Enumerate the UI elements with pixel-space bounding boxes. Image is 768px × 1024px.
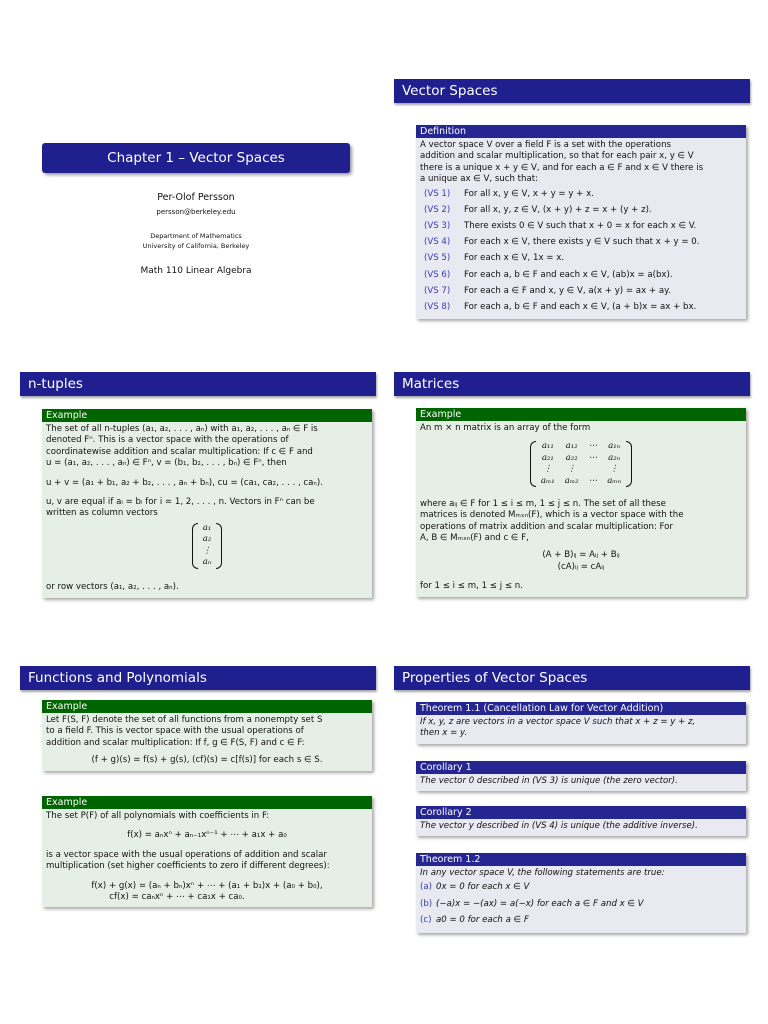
block-title: Theorem 1.2 [416, 853, 746, 866]
frame-title: Matrices [394, 372, 750, 396]
frame-title: Properties of Vector Spaces [394, 666, 750, 690]
text-line: written as column vectors [46, 508, 158, 519]
text-line: addition and scalar multiplication: If f, g ∈ F(S, F) and c ∈ F: [46, 737, 305, 748]
block-title: Definition [416, 125, 746, 138]
text-line: An m × n matrix is an array of the form [420, 423, 591, 433]
theorem-block [416, 853, 746, 933]
properties-slide [394, 666, 750, 926]
axiom: (VS 6) For each a, b ∈ F and each x ∈ V, (ab)x = a(bx). [424, 269, 673, 280]
email: persson@berkeley.edu [156, 208, 236, 216]
text-line: The vector 0 described in (VS 3) is unique (the zero vector). [420, 776, 678, 786]
equation: f(x) = aₙxⁿ + aₙ₋₁xⁿ⁻¹ + ⋯ + a₁x + a₀ [127, 830, 287, 841]
text-line: for 1 ≤ i ≤ m, 1 ≤ j ≤ n. [420, 581, 523, 592]
frame-title: n-tuples [20, 372, 376, 396]
course: Math 110 Linear Algebra [140, 266, 252, 276]
equation: u + v = (a₁ + b₁, a₂ + b₂, . . . , aₙ + bₙ), cu = (ca₁, ca₂, . . . , caₙ). [46, 477, 323, 488]
matrices-slide [394, 372, 750, 592]
block-title: Corollary 1 [416, 761, 746, 774]
university: University of California, Berkeley [142, 242, 250, 250]
text-line: In any vector space V, the following statements are true: [420, 868, 665, 878]
text-line: or row vectors (a₁, a₂, . . . , aₙ). [46, 582, 179, 593]
block-title: Example [42, 796, 372, 809]
block-title: Corollary 2 [416, 806, 746, 819]
text-line: A, B ∈ Mₘₓₙ(F) and c ∈ F, [420, 533, 529, 544]
theorem-item: (c) a0 = 0 for each a ∈ F [420, 915, 529, 926]
block-title: Theorem 1.1 (Cancellation Law for Vector Addition) [416, 702, 746, 715]
text-line: is a vector space with the usual operations of addition and scalar [46, 849, 327, 860]
text-line: where aᵢⱼ ∈ F for 1 ≤ i ≤ m, 1 ≤ j ≤ n. The set of all these [420, 498, 666, 509]
def-line: a unique ax ∈ V, such that: [420, 174, 539, 185]
frame-title: Vector Spaces [394, 79, 750, 103]
text-line: Let F(S, F) denote the set of all functions from a nonempty set S [46, 715, 323, 725]
vector-spaces-slide [394, 79, 750, 313]
equation: (A + B)ᵢⱼ = Aᵢⱼ + Bᵢⱼ [542, 550, 620, 561]
equation: (f + g)(s) = f(s) + g(s), (cf)(s) = c[f(s)] for each s ∈ S. [91, 755, 323, 766]
text-line: coordinatewise addition and scalar multiplication: If c ∈ F and [46, 446, 313, 457]
axiom: (VS 1) For all x, y ∈ V, x + y = y + x. [424, 188, 594, 199]
definition-block [416, 125, 746, 319]
axiom: (VS 2) For all x, y, z ∈ V, (x + y) + z = x + (y + z). [424, 204, 652, 215]
axiom: (VS 3) There exists 0 ∈ V such that x + 0 = x for each x ∈ V. [424, 221, 697, 232]
example-block [42, 700, 372, 771]
def-line: there is a unique x + y ∈ V, and for each a ∈ F and x ∈ V there is [420, 162, 704, 173]
def-line: addition and scalar multiplication, so that for each pair x, y ∈ V [420, 151, 694, 162]
corollary-block [416, 806, 746, 836]
text-line: u = (a₁, a₂, . . . , aₙ) ∈ Fⁿ, v = (b₁, b₂, . . . , bₙ) ∈ Fⁿ, then [46, 458, 287, 469]
author: Per-Olof Persson [157, 192, 235, 203]
text-line: If x, y, z are vectors in a vector space V such that x + z = y + z, [420, 717, 696, 727]
block-title: Example [42, 700, 372, 713]
column-vector: a₁ a₂ ⋮ aₙ [46, 520, 368, 576]
axiom: (VS 4) For each x ∈ V, there exists y ∈ V such that x + y = 0. [424, 237, 700, 248]
example-block [42, 409, 372, 598]
theorem-item: (a) 0x = 0 for each x ∈ V [420, 882, 530, 893]
example-block [42, 796, 372, 907]
functions-slide [20, 666, 376, 903]
text-line: The set of all n-tuples (a₁, a₂, . . . , aₙ) with a₁, a₂, . . . , aₙ ∈ F is [46, 424, 318, 434]
text-line: operations of matrix addition and scalar multiplication: For [420, 521, 673, 532]
equation: (cA)ᵢⱼ = cAᵢⱼ [557, 561, 605, 572]
text-line: to a field F. This is vector space with the usual operations of [46, 726, 304, 737]
axiom: (VS 7) For each a ∈ F and x, y ∈ V, a(x + y) = ax + ay. [424, 285, 671, 296]
block-title: Example [416, 408, 746, 421]
equation: f(x) + g(x) = (aₙ + bₙ)xⁿ + ⋯ + (a₁ + b₁)x + (a₀ + b₀), [91, 880, 323, 891]
text-line: u, v are equal if aᵢ = bᵢ for i = 1, 2, . . . , n. Vectors in Fⁿ can be [46, 497, 315, 508]
matrix: a₁₁ a₁₂ ⋯ a₁ₙ a₂₁ a₂₂ ⋯ a₂ₙ ⋮ ⋮ ⋮ aₘ₁ aₘ₂ ⋯ aₘₙ [420, 438, 742, 494]
department: Department of Mathematics [150, 232, 242, 240]
example-block [416, 408, 746, 597]
text-line: The vector y described in (VS 4) is unique (the additive inverse). [420, 821, 698, 831]
text-line: then x = y. [420, 728, 468, 739]
equation: cf(x) = caₙxⁿ + ⋯ + ca₁x + ca₀. [109, 892, 245, 903]
theorem-block [416, 702, 746, 744]
axiom: (VS 5) For each x ∈ V, 1x = x. [424, 253, 565, 264]
text-line: multiplication (set higher coefficients to zero if different degrees): [46, 861, 330, 872]
ntuples-slide [20, 372, 376, 593]
block-title: Example [42, 409, 372, 422]
corollary-block [416, 761, 746, 791]
text-line: denoted Fⁿ. This is a vector space with the operations of [46, 435, 289, 446]
def-line: A vector space V over a field F is a set with the operations [420, 140, 671, 150]
text-line: matrices is denoted Mₘₓₙ(F), which is a vector space with the [420, 510, 684, 521]
axiom: (VS 8) For each a, b ∈ F and each x ∈ V, (a + b)x = ax + bx. [424, 302, 697, 313]
frame-title: Functions and Polynomials [20, 666, 376, 690]
theorem-item: (b) (−a)x = −(ax) = a(−x) for each a ∈ F and x ∈ V [420, 898, 644, 909]
text-line: The set P(F) of all polynomials with coefficients in F: [46, 811, 270, 821]
chapter-title: Chapter 1 – Vector Spaces [42, 143, 350, 173]
